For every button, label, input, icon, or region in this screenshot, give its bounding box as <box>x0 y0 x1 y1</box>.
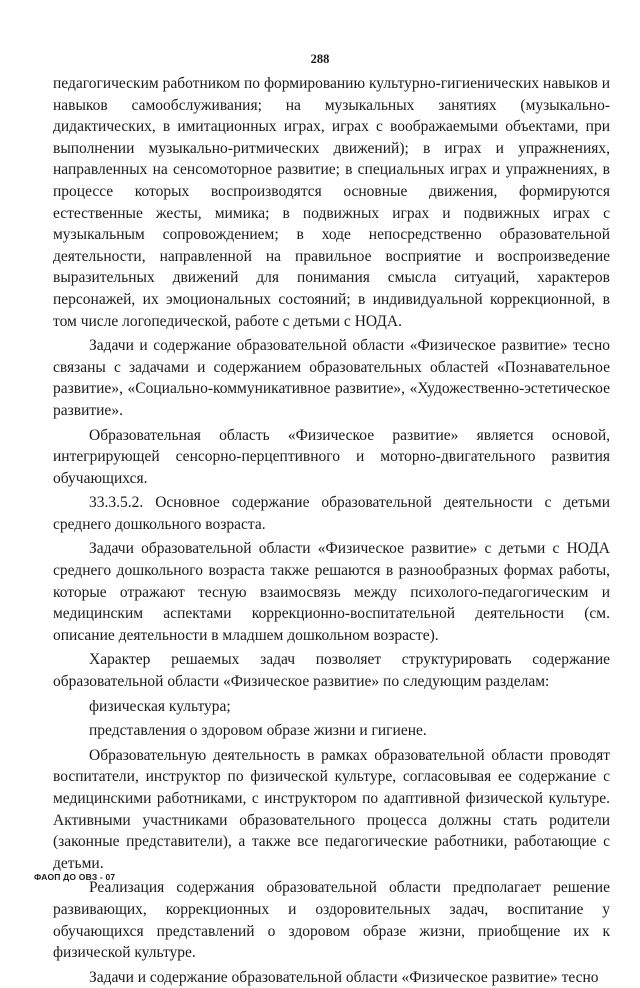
paragraph-continued: Задачи и содержание образовательной области «Физическое развитие» тесно <box>89 968 599 986</box>
page-number: 288 <box>310 52 330 66</box>
document-body <box>53 73 610 988</box>
paragraph: Задачи и содержание образовательной области «Физическое развитие» тесно связаны с задачами и содержанием образовательных областей «Познавательное развитие», «Социально-коммуникативное развитие», «Художественно-эстетическое развитие». <box>53 337 610 419</box>
section-heading: 33.3.5.2. Основное содержание образовательной деятельности с детьми среднего дошкольного возраста. <box>53 494 610 533</box>
paragraph: Образовательную деятельность в рамках образовательной области проводят воспитатели, инструктор по физической культуре, согласовывая ее содержание с медицинскими работниками, с инструктором по адаптивной физической культуре. Активными участниками образовательного процесса должны стать родители (законные представители), а также все педагогические работники, работающие с детьми. <box>53 746 610 872</box>
paragraph: Реализация содержания образовательной области предполагает решение развивающих, коррекционных и оздоровительных задач, воспитание у обучающихся представлений о здоровом образе жизни, приобщение их к физической культуре. <box>53 879 610 962</box>
paragraph: Задачи образовательной области «Физическое развитие» с детьми с НОДА среднего дошкольного возраста также решаются в разнообразных формах работы, которые отражают тесную взаимосвязь между психолого-педагогическим и медицинским аспектами коррекционно-воспитательной деятельности (см. описание деятельности в младшем дошкольном возрасте). <box>53 540 610 644</box>
paragraph: Характер решаемых задач позволяет структурировать содержание образовательной области «Физическое развитие» по следующим разделам: <box>53 651 610 691</box>
paragraph: Образовательная область «Физическое развитие» является основой, интегрирующей сенсорно-перцептивного и моторно-двигательного развития обучающихся. <box>53 426 610 487</box>
list-item: представления о здоровом образе жизни и гигиене. <box>89 722 427 740</box>
list-item: физическая культура; <box>89 697 231 715</box>
document-footer: ФАОП ДО ОВЗ - 07 <box>34 872 116 882</box>
paragraph-continuation: педагогическим работником по формированию культурно-гигиенических навыков и навыков самообслуживания; на музыкальных занятиях (музыкально-дидактических, в имитационных играх, играх с воображаемыми объектами, при выполнении музыкально-ритмических движений); в играх и упражнениях, направленных на сенсомоторное развитие; в специальных играх и упражнениях, в процессе которых воспроизводятся основные движения, формируются естественные жесты, мимика; в подвижных играх и подвижных играх с музыкальным сопровождением; в ходе непосредственно образовательной деятельности, направленной на правильное восприятие и воспроизведение выразительных движений для понимания смысла ситуаций, характеров персонажей, их эмоциональных состояний; в индивидуальной коррекционной, в том числе логопедической, работе с детьми с НОДА. <box>53 75 610 330</box>
